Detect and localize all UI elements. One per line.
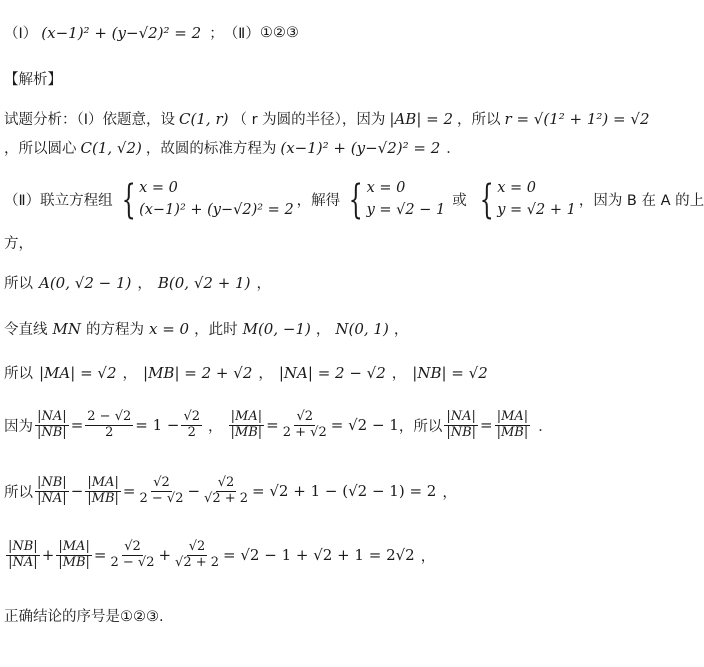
point-A: A(0, √2 − 1) — [39, 273, 132, 292]
numerator: |NA| — [37, 409, 67, 424]
so-text: 所以 — [4, 366, 33, 382]
line-MN: MN — [52, 319, 81, 338]
fraction-value-3 — [281, 410, 329, 441]
point-B: B(0, √2 + 1) — [157, 273, 251, 292]
radius-value: r = √(1² + 1²) = √2 — [504, 109, 650, 128]
denominator: 2 — [187, 424, 196, 440]
system-2-row-2: y = √2 − 1 — [366, 201, 446, 218]
numerator: |MA| — [230, 409, 263, 424]
denominator: |MB| — [58, 554, 90, 570]
numerator: |NB| — [37, 475, 67, 490]
fraction-NB-NA — [6, 540, 40, 571]
line-equation: x = 0 — [148, 319, 190, 338]
numerator: |MA| — [58, 539, 90, 554]
segment-AB: |AB| = 2 — [389, 109, 454, 128]
or-text: 或 — [452, 193, 467, 210]
circle-equation: (x−1)² + (y−√2)² = 2 — [280, 138, 441, 157]
ratio-line — [4, 410, 553, 441]
circle-center: C(1, √2) — [80, 138, 142, 157]
continuation-text: 方， — [4, 236, 33, 252]
brace-icon: { — [121, 176, 136, 223]
denominator: |NB| — [446, 424, 477, 440]
mn-text-2: 的方程为 — [85, 322, 144, 338]
equals: = — [480, 416, 493, 435]
minus: − — [187, 482, 201, 501]
difference-result: = √2 + 1 − (√2 − 1) = 2 — [252, 482, 437, 501]
numerator: √2 — [183, 409, 201, 424]
center-prefix: ，所以圆心 — [4, 141, 77, 157]
denominator: |NB| — [37, 424, 67, 440]
system-3 — [474, 178, 576, 222]
equals: = — [93, 546, 107, 565]
system-line-cont — [4, 232, 33, 253]
conclusion-line — [4, 605, 164, 626]
solve-text: ，解得 — [296, 193, 341, 210]
denominator: √2 + 2 — [175, 554, 220, 570]
so-text: ，所以 — [457, 112, 501, 128]
denominator: 2 + √2 — [282, 424, 327, 440]
so-text: ，所以 — [398, 418, 443, 435]
fraction-MA-MB-2 — [495, 410, 531, 441]
simplify-2: = √2 − 1 — [330, 416, 399, 435]
mn-text-1: 令直线 — [4, 322, 48, 338]
numerator: √2 — [296, 409, 314, 424]
numerator: 2 − √2 — [87, 409, 132, 424]
numerator: |MA| — [87, 475, 119, 490]
fraction-NA-NB — [35, 410, 69, 441]
points-line — [4, 272, 271, 293]
system-1-row-2: (x−1)² + (y−√2)² = 2 — [139, 201, 294, 218]
brace-icon: { — [479, 176, 494, 223]
numerator: √2 — [188, 539, 206, 554]
distance-MB: |MB| = 2 + √2 — [143, 363, 253, 382]
denominator: |MB| — [230, 424, 263, 440]
mn-line — [4, 318, 408, 339]
analysis-prefix: 试题分析：（Ⅰ）依题意，设 — [4, 112, 176, 128]
denominator: 2 − √2 — [110, 554, 155, 570]
position-text: ，因为 B 在 A 的上 — [578, 193, 704, 210]
plus: + — [41, 546, 55, 565]
mn-text-3: ，此时 — [194, 322, 238, 338]
analysis-heading — [4, 68, 62, 89]
denominator: 2 — [105, 424, 114, 440]
minus: − — [70, 482, 84, 501]
period: ． — [446, 141, 461, 157]
numerator: √2 — [217, 475, 235, 490]
fraction-NA-NB-2 — [444, 410, 478, 441]
comma: ， — [420, 548, 436, 565]
system-2-row-1: x = 0 — [366, 180, 406, 196]
fraction-MA-MB — [85, 476, 121, 507]
equals: = — [70, 416, 84, 435]
system-2 — [343, 178, 445, 222]
distances-line — [4, 362, 488, 383]
radius-note: （ r 为圆的半径），因为 — [232, 112, 386, 128]
comma: ， — [393, 322, 409, 338]
denominator: 2 − √2 — [139, 490, 184, 506]
system-line — [4, 178, 704, 222]
fraction-value-2 — [181, 410, 202, 441]
comma: ， — [315, 322, 331, 338]
conclusion-text: 正确结论的序号是①②③. — [4, 609, 164, 625]
standard-form-text: ，故圆的标准方程为 — [145, 141, 277, 157]
analysis-heading-text: 【解析】 — [4, 72, 62, 88]
period: ． — [538, 418, 553, 435]
fraction-MA-MB — [56, 540, 92, 571]
numerator: |NB| — [8, 539, 38, 554]
distance-NB: |NB| = √2 — [412, 363, 488, 382]
distance-NA: |NA| = 2 − √2 — [278, 363, 386, 382]
system-3-row-1: x = 0 — [497, 180, 536, 196]
comma: ， — [137, 276, 152, 292]
comma: ， — [391, 366, 407, 382]
so-text: 所以 — [4, 276, 33, 292]
denominator: √2 + 2 — [204, 490, 249, 506]
comma: ， — [442, 484, 457, 501]
difference-line — [4, 476, 457, 507]
fraction-value-c — [108, 540, 156, 571]
system-1 — [116, 178, 294, 222]
because-text: 因为 — [4, 418, 33, 435]
answer-part2-choices: ①②③ — [259, 24, 299, 41]
denominator: |NA| — [37, 490, 67, 506]
simplify-1: = 1 − — [135, 416, 180, 435]
comma: ， — [208, 418, 223, 435]
analysis-line-1 — [4, 108, 650, 129]
fraction-value-d — [173, 540, 221, 571]
point-N: N(0, 1) — [335, 319, 389, 338]
fraction-value-d — [202, 476, 250, 507]
point-M: M(0, −1) — [242, 319, 311, 338]
point-C: C(1, r) — [179, 109, 229, 128]
so-text: 所以 — [4, 484, 33, 501]
system-1-row-1: x = 0 — [139, 180, 178, 196]
fraction-NB-NA — [35, 476, 69, 507]
numerator: √2 — [153, 475, 170, 490]
sum-line — [4, 540, 435, 571]
equals: = — [122, 482, 136, 501]
denominator: |MB| — [496, 424, 529, 440]
denominator: |NA| — [8, 554, 38, 570]
sum-result: = √2 − 1 + √2 + 1 = 2√2 — [223, 546, 415, 565]
analysis-line-2 — [4, 137, 461, 158]
system-prefix: （Ⅱ）联立方程组 — [4, 193, 113, 210]
comma: ， — [256, 276, 271, 292]
numerator: √2 — [124, 539, 141, 554]
answer-part1-label: （Ⅰ） — [4, 26, 38, 42]
fraction-value-1 — [85, 410, 133, 441]
brace-icon: { — [348, 176, 363, 223]
numerator: |MA| — [496, 409, 529, 424]
answer-separator: ； — [209, 26, 224, 42]
answer-part2-label: （Ⅱ） — [223, 26, 260, 42]
comma: ， — [258, 366, 273, 382]
answer-part1-equation: (x−1)² + (y−√2)² = 2 — [41, 23, 202, 42]
fraction-value-c — [137, 476, 185, 507]
fraction-MA-MB — [229, 410, 265, 441]
plus: + — [158, 546, 172, 565]
equals: = — [266, 416, 279, 435]
answer-line — [4, 22, 299, 43]
system-3-row-2: y = √2 + 1 — [497, 201, 576, 218]
denominator: |MB| — [87, 490, 119, 506]
distance-MA: |MA| = √2 — [39, 363, 117, 382]
comma: ， — [122, 366, 138, 382]
numerator: |NA| — [446, 409, 476, 424]
